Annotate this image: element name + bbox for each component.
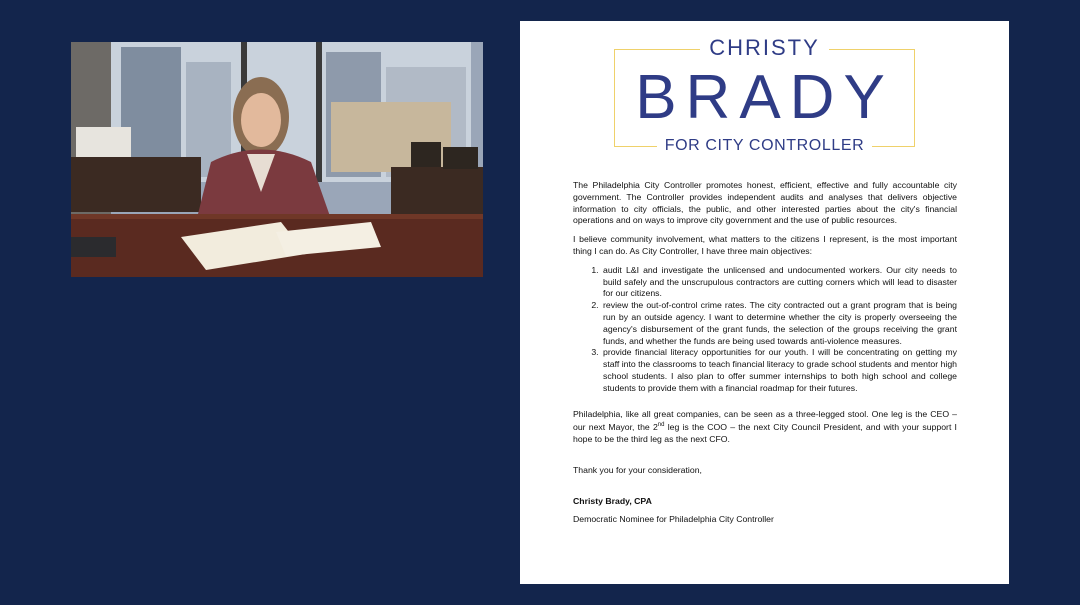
stool-paragraph: Philadelphia, like all great companies, can be seen as a three-legged stool. One leg is the CEO – our next Mayor, the 2nd leg is the COO – the next City Council President, and with your support I hope to be the third leg as the next CFO. [573,408,957,445]
objectives-list [573,265,957,395]
signature-name: Christy Brady, CPA [573,495,652,506]
letter-body [573,180,957,533]
intro-paragraph: The Philadelphia City Controller promotes honest, efficient, effective and fully accountable city government. The Controller provides independent audits and analyses that delivers objective information to city officials, the public, and other interested parties about the city's financial operations and on ways to improve city government and the use of public resources. [573,180,957,226]
objective-item: 2. review the out-of-control crime rates. The city contracted out a grant program that is being run by an outside agency. I want to determine whether the city is properly overseeing the agency's disbursement of the grant funds, the selection of the groups receiving the grant funds, and whether the funds are being used towards anti-violence measures. [601,300,957,347]
candidate-photo [71,42,483,277]
logo-tagline: FOR CITY CONTROLLER [657,137,873,154]
objective-item: 1. audit L&I and investigate the unlicensed and undocumented workers. Our city needs to build safely and the unscrupulous contractors are cutting corners which will lead to disaster for our citizens. [601,265,957,300]
signature-title: Democratic Nominee for Philadelphia City Controller [573,514,774,525]
campaign-logo [614,35,915,154]
objective-item: 3. provide financial literacy opportunities for our youth. I will be concentrating on getting my staff into the classrooms to teach financial literacy to grade school students and mentor high school students. I also plan to offer summer internships to both high school and college students to provide them with a financial roadmap for their futures. [601,347,957,394]
thanks-line: Thank you for your consideration, [573,464,702,475]
belief-paragraph: I believe community involvement, what matters to the citizens I represent, is the most important thing I can do. As City Controller, I have three main objectives: [573,234,957,256]
logo-first-name: CHRISTY [700,35,829,60]
campaign-letter [520,21,1009,584]
logo-last-name: BRADY [635,63,894,132]
